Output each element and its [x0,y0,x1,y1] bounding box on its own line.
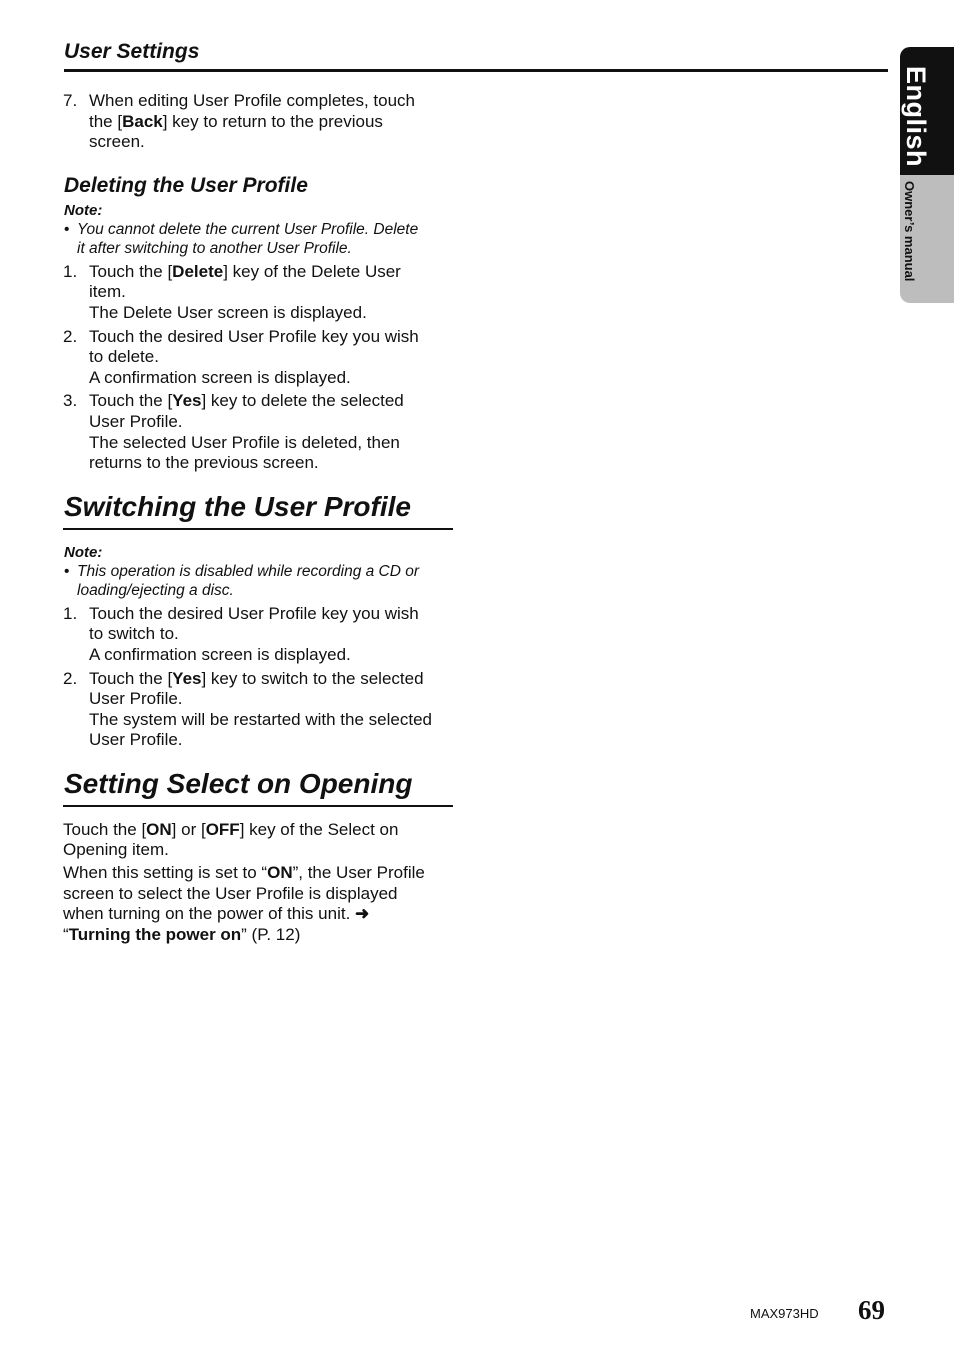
on-key: ON [146,819,172,839]
step-number: 2. [63,326,78,346]
page-number: 69 [858,1295,885,1325]
select-opening-description: When this setting is set to “ON”, the User Profile screen to select the User Profile is displayed when turning on the power of this unit. ➜ “Turning the power on” (P. 12) [63,863,425,944]
note-label: Note: [64,201,103,219]
delete-step-3: 3. Touch the [Yes] key to delete the selected User Profile. The selected User Profile is deleted, then returns to the previous screen. [63,391,404,473]
yes-key: Yes [172,391,202,411]
heading-rule [63,528,453,530]
yes-key: Yes [172,668,202,688]
delete-key: Delete [172,261,224,281]
switch-step-2: 2. Touch the [Yes] key to switch to the selected User Profile. The system will be restarted with the selected User Profile. [63,668,432,750]
step-number: 2. [63,668,78,688]
delete-step-1: 1. Touch the [Delete] key of the Delete User item. The Delete User screen is displayed. [63,261,401,322]
main-column [63,91,455,947]
step-number: 1. [63,603,78,623]
model-number: MAX973HD [750,1306,819,1321]
select-opening-instructions: Touch the [ON] or [OFF] key of the Select on Opening item. [63,819,399,860]
off-key: OFF [205,819,240,839]
step-number: 1. [63,261,78,281]
side-tab-language: English [901,66,931,168]
back-key: Back [122,111,163,131]
cross-reference-link: Turning the power on [68,924,242,944]
note-bullet: • This operation is disabled while recording a CD or loading/ejecting a disc. [64,562,420,600]
section-title: User Settings [64,40,200,63]
bullet-dot: • [64,562,70,580]
side-tab-manual: Owner’s manual [902,181,917,282]
switching-heading: Switching the User Profile [64,490,411,522]
bullet-dot: • [64,220,70,238]
step-number: 3. [63,391,78,411]
step-7: 7. When editing User Profile completes, touch the [Back] key to return to the previous screen. [63,91,415,152]
heading-rule [63,805,453,807]
select-opening-heading: Setting Select on Opening [64,767,413,799]
arrow-icon: ➜ [355,904,370,924]
switch-step-1: 1. Touch the desired User Profile key you wish to switch to. A confirmation screen is displayed. [63,603,419,664]
step-number: 7. [63,91,78,110]
note-label: Note: [64,543,103,561]
deleting-heading: Deleting the User Profile [64,173,308,197]
delete-step-2: 2. Touch the desired User Profile key you wish to delete. A confirmation screen is displayed. [63,326,419,387]
on-value: ON [267,863,293,883]
section-rule [64,69,888,72]
note-bullet: • You cannot delete the current User Profile. Delete it after switching to another User Profile. [64,220,419,258]
